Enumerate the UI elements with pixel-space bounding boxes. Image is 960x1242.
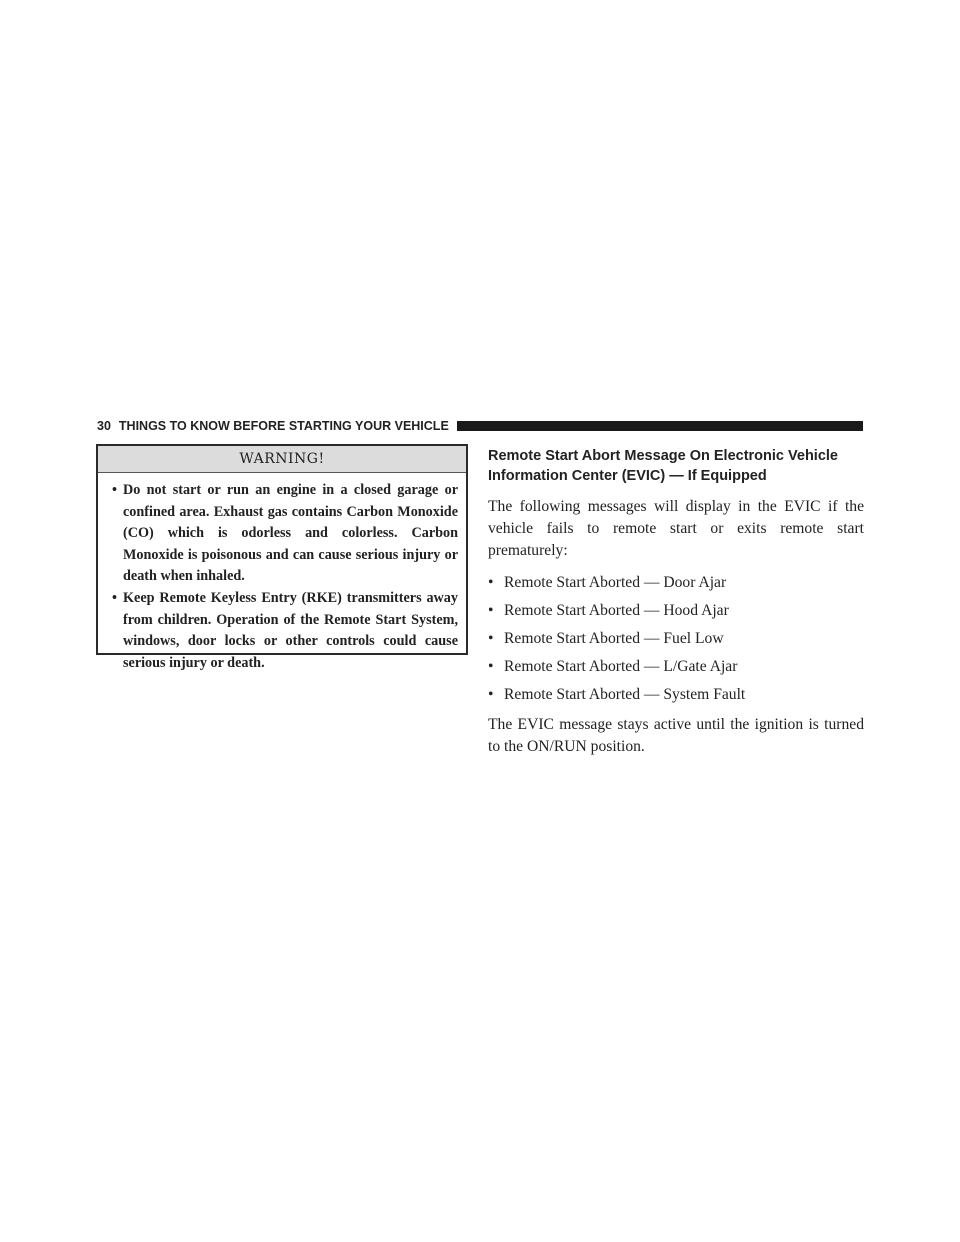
running-head-title: THINGS TO KNOW BEFORE STARTING YOUR VEHICLE [118,419,449,433]
warning-title: WARNING! [98,446,466,473]
list-item-text: Remote Start Aborted — Door Ajar [504,574,727,591]
warning-item-text: Keep Remote Keyless Entry (RKE) transmitters away from children. Operation of the Remote Start System, windows, door locks or other controls could cause serious injury or death. [123,589,458,671]
warning-item [112,588,458,674]
list-item [488,628,864,650]
list-item [488,684,864,706]
list-item [488,572,864,594]
bullet-icon: • [488,574,494,591]
message-list [488,572,864,706]
running-head-rule [457,421,863,431]
list-item [488,656,864,678]
list-item [488,600,864,622]
list-item-text: Remote Start Aborted — L/Gate Ajar [504,658,738,675]
bullet-icon: • [112,589,117,606]
warning-item-text: Do not start or run an engine in a closed garage or confined area. Exhaust gas contains Carbon Monoxide (CO) which is odorless and colorless. Carbon Monoxide is poisonous and can cause serious injury or death when inhaled. [123,482,458,585]
warning-list [98,473,466,674]
list-item-text: Remote Start Aborted — System Fault [504,686,746,703]
closing-paragraph: The EVIC message stays active until the ignition is turned to the ON/RUN position. [488,716,864,755]
section-heading: Remote Start Abort Message On Electronic Vehicle Information Center (EVIC) — If Equipped [488,448,838,484]
page-number: 30 [97,419,111,433]
warning-item [112,480,458,588]
warning-box [96,444,468,671]
bullet-icon: • [488,602,494,619]
list-item-text: Remote Start Aborted — Fuel Low [504,630,724,647]
bullet-icon: • [488,686,494,703]
running-head [97,418,863,434]
intro-paragraph: The following messages will display in the EVIC if the vehicle fails to remote start or exits remote start prematurely: [488,498,864,559]
right-column [488,446,864,768]
bullet-icon: • [488,630,494,647]
bullet-icon: • [488,658,494,675]
list-item-text: Remote Start Aborted — Hood Ajar [504,602,729,619]
bullet-icon: • [112,482,117,498]
